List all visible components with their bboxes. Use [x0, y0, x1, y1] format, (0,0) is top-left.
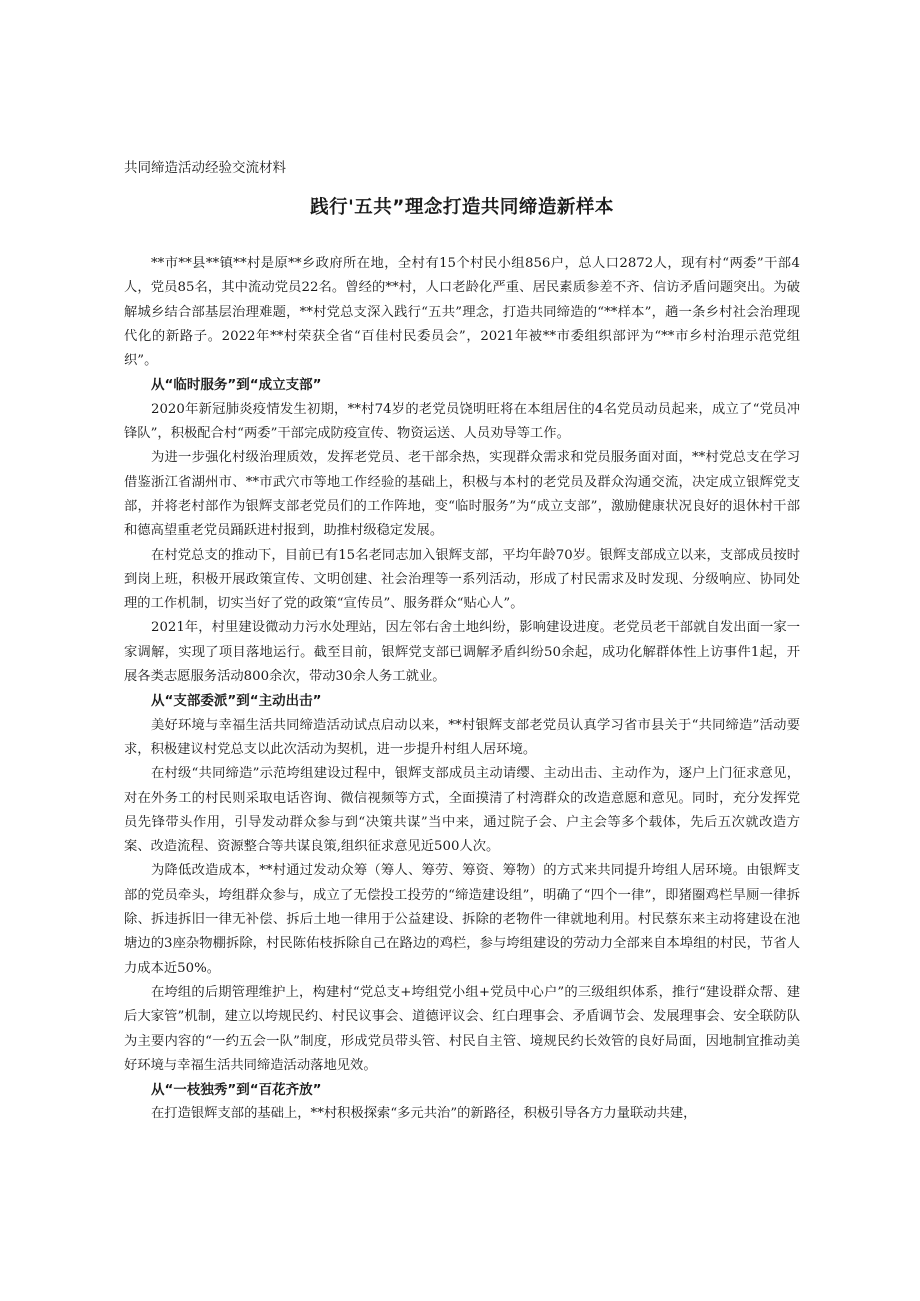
- document-body: [124, 252, 800, 1127]
- body-paragraph: 在垮组的后期管理维护上，构建村“党总支+垮组党小组+党员中心户”的三级组织体系，推行“建设群众帮、建后大家管”机制，建立以垮规民约、村民议事会、道德评议会、红白理事会、矛盾调节会、发展理事会、安全联防队为主要内容的“一约五会一队”制度，形成党员带头管、村民自主管、境规民约长效管的良好局面，因地制宜推动美好环境与幸福生活共同缔造活动落地见效。: [124, 984, 800, 1073]
- body-paragraph: 美好环境与幸福生活共同缔造活动试点启动以来，**村银辉支部老党员认真学习省市县关于“共同缔造”活动要求，积极建议村党总支以此次活动为契机，进一步提升村组人居环境。: [124, 717, 800, 757]
- body-paragraph: 在村级“共同缔造”示范垮组建设过程中，银辉支部成员主动请缨、主动出击、主动作为，逐户上门征求意见，对在外务工的村民则采取电话咨询、微信视频等方式，全面摸清了村湾群众的改造意愿和意见。同时，充分发挥党员先锋带头作用，引导发动群众参与到“决策共谋”当中来，通过院子会、户主会等多个载体，先后五次就改造方案、改造流程、资源整合等共谋良策,组织征求意见近500人次。: [124, 766, 800, 855]
- body-paragraph: 为降低改造成本，**村通过发动众筹（筹人、筹劳、筹资、筹物）的方式来共同提升垮组人居环境。由银辉支部的党员牵头，垮组群众参与，成立了无偿投工投劳的“缔造建设组”，明确了“四个一律”，即猪圈鸡栏旱厕一律拆除、拆违拆旧一律无补偿、拆后土地一律用于公益建设、拆除的老物件一律就地利用。村民蔡东来主动将建设在池塘边的3座杂物棚拆除，村民陈佑枝拆除自己在路边的鸡栏，参与垮组建设的劳动力全部来自本埠组的村民，节省人力成本近50%。: [124, 863, 800, 976]
- body-paragraph: **市**县**镇**村是原**乡政府所在地，全村有15个村民小组856户，总人口2872人，现有村“两委”干部4人，党员85名，其中流动党员22名。曾经的**村，人口老龄化严重、居民素质参差不齐、信访矛盾问题突出。为破解城乡结合部基层治理难题，**村党总支深入践行“五共”理念，打造共同缔造的“**样本”，趟一条乡村社会治理现代化的新路子。2022年**村荣获全省“百佳村民委员会”，2021年被**市委组织部评为“**市乡村治理示范党组织”。: [124, 256, 800, 369]
- body-paragraph: 在打造银辉支部的基础上，**村积极探索“多元共治”的新路径，积极引导各方力量联动共建，: [151, 1106, 697, 1122]
- section-heading: 从“一枝独秀”到“百花齐放”: [151, 1082, 322, 1099]
- body-paragraph: 2021年，村里建设微动力污水处理站，因左邻右舍土地纠纷，影响建设进度。老党员老干部就自发出面一家一家调解，实现了项目落地运行。截至目前，银辉党支部已调解矛盾纠纷50余起，成功化解群体性上访事件1起，开展各类志愿服务活动800余次，带动30余人务工就业。: [124, 620, 800, 685]
- section-heading: 从“支部委派”到“主动出击”: [151, 693, 322, 710]
- document-page: [124, 158, 800, 1127]
- body-paragraph: 为进一步强化村级治理质效，发挥老党员、老干部余热，实现群众需求和党员服务面对面，**村党总支在学习借鉴浙江省湖州市、**市武穴市等地工作经验的基础上，积极与本村的老党员及群众沟通交流，决定成立银辉党支部，并将老村部作为银辉支部老党员们的工作阵地，变“临时服务”为“成立支部”，激励健康状况良好的退休村干部和德高望重老党员踊跃进村报到，助推村级稳定发展。: [124, 450, 800, 539]
- document-category-label: 共同缔造活动经验交流材料: [124, 160, 286, 176]
- section-heading: 从“临时服务”到“成立支部”: [151, 377, 322, 394]
- body-paragraph: 在村党总支的推动下，目前已有15名老同志加入银辉支部，平均年龄70岁。银辉支部成立以来，支部成员按时到岗上班，积极开展政策宣传、文明创建、社会治理等一系列活动，形成了村民需求及时发现、分级响应、协同处理的工作机制，切实当好了党的政策“宣传员”、服务群众“贴心人”。: [124, 547, 800, 612]
- document-title: 践行'五共”理念打造共同缔造新样本: [310, 197, 614, 218]
- body-paragraph: 2020年新冠肺炎疫情发生初期，**村74岁的老党员饶明旺将在本组居住的4名党员动员起来，成立了“党员冲锋队”，积极配合村“两委”干部完成防疫宣传、物资运送、人员劝导等工作。: [124, 401, 800, 442]
